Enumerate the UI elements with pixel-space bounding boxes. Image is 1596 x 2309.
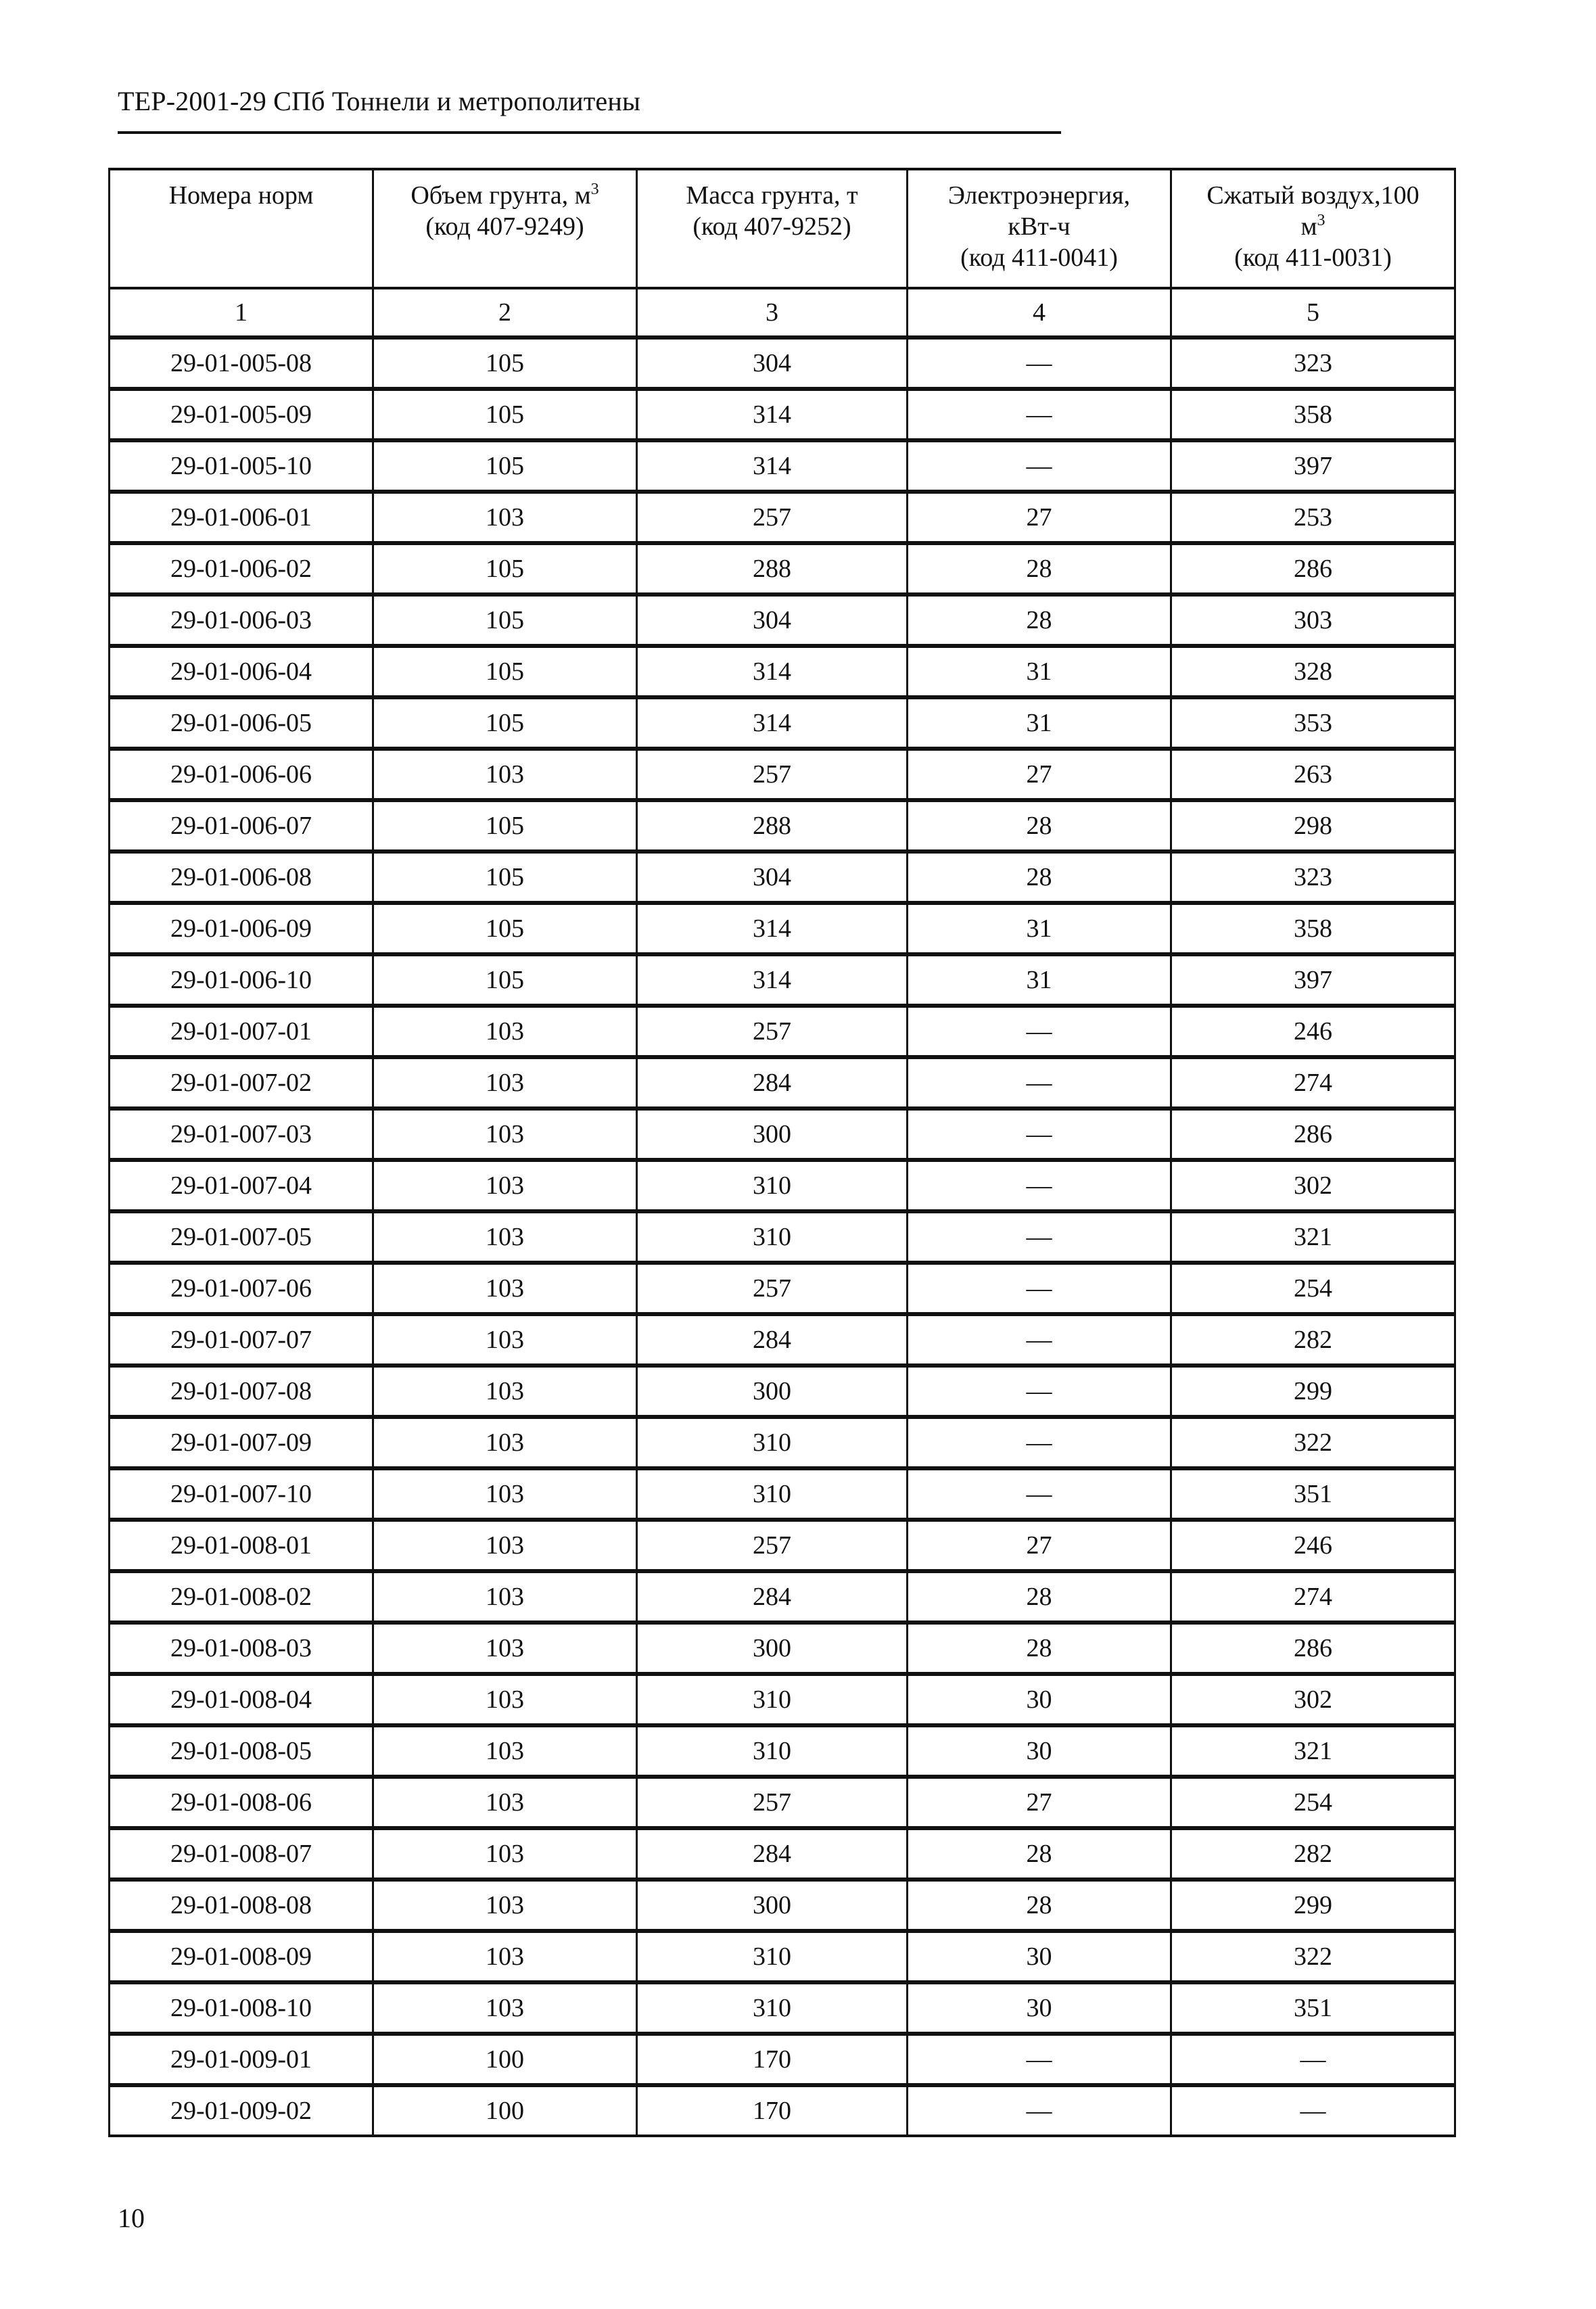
cell-soil-mass: 257 <box>637 749 908 800</box>
cell-soil-volume: 105 <box>373 954 637 1006</box>
table-row <box>110 389 1455 440</box>
cell-soil-mass: 314 <box>637 954 908 1006</box>
cell-electricity: 28 <box>908 1880 1171 1931</box>
table-row <box>110 1623 1455 1674</box>
cell-soil-volume: 103 <box>373 1263 637 1314</box>
header-soil-volume <box>373 169 637 288</box>
cell-soil-volume: 103 <box>373 1211 637 1263</box>
table-row <box>110 1211 1455 1263</box>
cell-electricity: 27 <box>908 749 1171 800</box>
cell-soil-mass: 257 <box>637 1263 908 1314</box>
cell-compressed-air: 323 <box>1171 337 1455 389</box>
cell-soil-mass: 300 <box>637 1623 908 1674</box>
cell-electricity: — <box>908 2034 1171 2085</box>
cell-norm-number: 29-01-008-04 <box>110 1674 373 1725</box>
cell-electricity: 30 <box>908 1931 1171 1982</box>
cell-soil-volume: 105 <box>373 389 637 440</box>
table-row <box>110 594 1455 646</box>
cell-soil-mass: 310 <box>637 1160 908 1211</box>
cell-soil-volume: 103 <box>373 1057 637 1109</box>
table-row <box>110 1006 1455 1057</box>
header-line: Электроэнергия, <box>947 181 1131 210</box>
cell-compressed-air: 274 <box>1171 1571 1455 1623</box>
table-row <box>110 1468 1455 1520</box>
table-row <box>110 1674 1455 1725</box>
cell-compressed-air: 246 <box>1171 1006 1455 1057</box>
header-line: (код 411-0031) <box>1234 243 1392 272</box>
header-compressed-air <box>1171 169 1455 288</box>
table-body <box>110 337 1455 2136</box>
cell-soil-volume: 103 <box>373 1725 637 1777</box>
cell-electricity: — <box>908 1314 1171 1366</box>
cell-compressed-air: 351 <box>1171 1468 1455 1520</box>
table-row <box>110 954 1455 1006</box>
cell-soil-volume: 105 <box>373 903 637 954</box>
cell-norm-number: 29-01-007-06 <box>110 1263 373 1314</box>
cell-soil-volume: 103 <box>373 1931 637 1982</box>
cell-electricity: — <box>908 389 1171 440</box>
cell-soil-volume: 103 <box>373 1314 637 1366</box>
cell-electricity: 28 <box>908 1571 1171 1623</box>
table-row <box>110 1982 1455 2034</box>
cell-soil-volume: 100 <box>373 2034 637 2085</box>
table-row <box>110 1314 1455 1366</box>
cell-electricity: — <box>908 440 1171 492</box>
table-row <box>110 337 1455 389</box>
cell-soil-mass: 257 <box>637 1777 908 1828</box>
cell-compressed-air: 282 <box>1171 1828 1455 1880</box>
cell-soil-volume: 103 <box>373 1623 637 1674</box>
table-row <box>110 697 1455 749</box>
cell-norm-number: 29-01-008-02 <box>110 1571 373 1623</box>
cell-soil-mass: 314 <box>637 903 908 954</box>
header-divider <box>118 131 1061 134</box>
cell-soil-mass: 310 <box>637 1982 908 2034</box>
cell-soil-volume: 105 <box>373 594 637 646</box>
cell-soil-mass: 310 <box>637 1674 908 1725</box>
cell-soil-volume: 103 <box>373 492 637 543</box>
cell-soil-volume: 103 <box>373 1006 637 1057</box>
cell-electricity: 27 <box>908 1520 1171 1571</box>
cell-electricity: 28 <box>908 1623 1171 1674</box>
cell-compressed-air: 253 <box>1171 492 1455 543</box>
cell-norm-number: 29-01-007-10 <box>110 1468 373 1520</box>
cell-norm-number: 29-01-006-06 <box>110 749 373 800</box>
cell-soil-volume: 103 <box>373 1160 637 1211</box>
cell-compressed-air: 302 <box>1171 1674 1455 1725</box>
cell-soil-mass: 310 <box>637 1417 908 1468</box>
cell-soil-mass: 314 <box>637 389 908 440</box>
cell-compressed-air: 299 <box>1171 1880 1455 1931</box>
header-soil-mass <box>637 169 908 288</box>
table-row <box>110 852 1455 903</box>
cell-norm-number: 29-01-006-10 <box>110 954 373 1006</box>
table-row <box>110 1417 1455 1468</box>
cell-soil-volume: 103 <box>373 1417 637 1468</box>
cell-compressed-air: 286 <box>1171 1623 1455 1674</box>
cell-norm-number: 29-01-007-03 <box>110 1109 373 1160</box>
cell-soil-volume: 103 <box>373 1468 637 1520</box>
cell-compressed-air: 298 <box>1171 800 1455 852</box>
cell-norm-number: 29-01-007-07 <box>110 1314 373 1366</box>
cell-soil-mass: 170 <box>637 2085 908 2136</box>
header-line: м <box>1300 212 1317 241</box>
cell-electricity: — <box>908 1417 1171 1468</box>
cell-compressed-air: 322 <box>1171 1417 1455 1468</box>
table-row <box>110 903 1455 954</box>
header-line: Номера норм <box>168 181 314 210</box>
cell-norm-number: 29-01-007-04 <box>110 1160 373 1211</box>
cell-soil-mass: 288 <box>637 800 908 852</box>
cell-norm-number: 29-01-008-03 <box>110 1623 373 1674</box>
cell-electricity: 27 <box>908 1777 1171 1828</box>
cell-compressed-air: 321 <box>1171 1725 1455 1777</box>
cell-electricity: 30 <box>908 1982 1171 2034</box>
cell-soil-volume: 105 <box>373 440 637 492</box>
table-row <box>110 800 1455 852</box>
cell-soil-mass: 300 <box>637 1366 908 1417</box>
cell-electricity: 30 <box>908 1674 1171 1725</box>
cell-compressed-air: 254 <box>1171 1263 1455 1314</box>
table-row <box>110 1828 1455 1880</box>
cell-norm-number: 29-01-006-01 <box>110 492 373 543</box>
cell-electricity: — <box>908 1211 1171 1263</box>
cell-norm-number: 29-01-006-02 <box>110 543 373 594</box>
cell-soil-mass: 284 <box>637 1571 908 1623</box>
cell-electricity: — <box>908 2085 1171 2136</box>
cell-norm-number: 29-01-008-01 <box>110 1520 373 1571</box>
table-row <box>110 440 1455 492</box>
header-line: Объем грунта, м <box>410 181 591 210</box>
cell-electricity: — <box>908 1468 1171 1520</box>
cell-norm-number: 29-01-009-01 <box>110 2034 373 2085</box>
table-row <box>110 1366 1455 1417</box>
cell-norm-number: 29-01-008-06 <box>110 1777 373 1828</box>
cell-norm-number: 29-01-005-09 <box>110 389 373 440</box>
cell-compressed-air: 351 <box>1171 1982 1455 2034</box>
cell-soil-volume: 103 <box>373 1777 637 1828</box>
cell-compressed-air: — <box>1171 2085 1455 2136</box>
table-row <box>110 1931 1455 1982</box>
cell-soil-volume: 103 <box>373 1674 637 1725</box>
column-number: 4 <box>908 288 1171 337</box>
cell-compressed-air: 282 <box>1171 1314 1455 1366</box>
table-row <box>110 1777 1455 1828</box>
table-row <box>110 646 1455 697</box>
cell-soil-mass: 304 <box>637 337 908 389</box>
cell-compressed-air: 254 <box>1171 1777 1455 1828</box>
cell-compressed-air: 303 <box>1171 594 1455 646</box>
cell-compressed-air: 322 <box>1171 1931 1455 1982</box>
table-row <box>110 1160 1455 1211</box>
cell-electricity: 28 <box>908 543 1171 594</box>
cell-soil-volume: 105 <box>373 697 637 749</box>
cell-norm-number: 29-01-007-05 <box>110 1211 373 1263</box>
cell-soil-volume: 103 <box>373 1109 637 1160</box>
cell-soil-volume: 100 <box>373 2085 637 2136</box>
cell-compressed-air: 286 <box>1171 1109 1455 1160</box>
table-row <box>110 543 1455 594</box>
cell-soil-volume: 103 <box>373 1880 637 1931</box>
column-number: 5 <box>1171 288 1455 337</box>
cell-norm-number: 29-01-007-08 <box>110 1366 373 1417</box>
table-row <box>110 1520 1455 1571</box>
table-row <box>110 1263 1455 1314</box>
column-numbers-row <box>110 288 1455 337</box>
cell-electricity: 31 <box>908 954 1171 1006</box>
cell-electricity: — <box>908 1366 1171 1417</box>
cell-soil-mass: 314 <box>637 646 908 697</box>
cell-norm-number: 29-01-008-10 <box>110 1982 373 2034</box>
cell-soil-mass: 310 <box>637 1725 908 1777</box>
cell-compressed-air: 328 <box>1171 646 1455 697</box>
cell-compressed-air: 397 <box>1171 954 1455 1006</box>
table-row <box>110 1880 1455 1931</box>
table-row <box>110 1057 1455 1109</box>
cell-norm-number: 29-01-007-02 <box>110 1057 373 1109</box>
cell-norm-number: 29-01-007-09 <box>110 1417 373 1468</box>
cell-norm-number: 29-01-005-10 <box>110 440 373 492</box>
cell-soil-mass: 170 <box>637 2034 908 2085</box>
norms-table <box>108 168 1456 2137</box>
cell-soil-volume: 103 <box>373 749 637 800</box>
cell-soil-mass: 304 <box>637 852 908 903</box>
cell-norm-number: 29-01-006-09 <box>110 903 373 954</box>
page-number: 10 <box>118 2203 145 2233</box>
cell-soil-mass: 314 <box>637 440 908 492</box>
table-row <box>110 2085 1455 2136</box>
running-header-title: ТЕР-2001-29 СПб Тоннели и метрополитены <box>118 86 641 116</box>
header-line: (код 407-9252) <box>693 212 851 241</box>
cell-soil-mass: 304 <box>637 594 908 646</box>
cell-soil-mass: 284 <box>637 1828 908 1880</box>
header-electricity <box>908 169 1171 288</box>
cell-soil-mass: 310 <box>637 1468 908 1520</box>
cell-electricity: — <box>908 1109 1171 1160</box>
cell-soil-mass: 300 <box>637 1109 908 1160</box>
cell-soil-volume: 105 <box>373 337 637 389</box>
cell-compressed-air: 353 <box>1171 697 1455 749</box>
cell-electricity: 28 <box>908 800 1171 852</box>
cell-soil-volume: 103 <box>373 1982 637 2034</box>
cell-compressed-air: 358 <box>1171 903 1455 954</box>
cell-soil-mass: 257 <box>637 492 908 543</box>
cell-norm-number: 29-01-006-04 <box>110 646 373 697</box>
cell-norm-number: 29-01-006-08 <box>110 852 373 903</box>
table-row <box>110 492 1455 543</box>
cell-soil-mass: 257 <box>637 1520 908 1571</box>
table-row <box>110 1725 1455 1777</box>
cell-soil-volume: 103 <box>373 1571 637 1623</box>
cell-electricity: 31 <box>908 697 1171 749</box>
cell-norm-number: 29-01-008-05 <box>110 1725 373 1777</box>
cell-compressed-air: 246 <box>1171 1520 1455 1571</box>
cell-compressed-air: 358 <box>1171 389 1455 440</box>
cell-electricity: — <box>908 1263 1171 1314</box>
cell-electricity: 31 <box>908 646 1171 697</box>
table-row <box>110 2034 1455 2085</box>
cell-norm-number: 29-01-007-01 <box>110 1006 373 1057</box>
cell-norm-number: 29-01-006-05 <box>110 697 373 749</box>
cell-electricity: — <box>908 1006 1171 1057</box>
table-row <box>110 1109 1455 1160</box>
cell-electricity: 28 <box>908 852 1171 903</box>
cell-electricity: — <box>908 1160 1171 1211</box>
header-line: кВт-ч <box>1008 212 1071 241</box>
cell-electricity: 30 <box>908 1725 1171 1777</box>
cell-compressed-air: 323 <box>1171 852 1455 903</box>
column-number: 3 <box>637 288 908 337</box>
superscript: 3 <box>1317 212 1325 229</box>
cell-soil-volume: 105 <box>373 852 637 903</box>
cell-norm-number: 29-01-005-08 <box>110 337 373 389</box>
superscript: 3 <box>590 181 599 198</box>
cell-soil-volume: 105 <box>373 646 637 697</box>
cell-norm-number: 29-01-008-09 <box>110 1931 373 1982</box>
header-line: Масса грунта, т <box>686 181 858 210</box>
cell-norm-number: 29-01-008-07 <box>110 1828 373 1880</box>
cell-compressed-air: 321 <box>1171 1211 1455 1263</box>
cell-compressed-air: 263 <box>1171 749 1455 800</box>
cell-electricity: 28 <box>908 1828 1171 1880</box>
cell-electricity: — <box>908 1057 1171 1109</box>
cell-soil-volume: 103 <box>373 1366 637 1417</box>
column-number: 2 <box>373 288 637 337</box>
cell-soil-mass: 288 <box>637 543 908 594</box>
table-row <box>110 749 1455 800</box>
cell-electricity: 27 <box>908 492 1171 543</box>
cell-compressed-air: 299 <box>1171 1366 1455 1417</box>
cell-soil-mass: 300 <box>637 1880 908 1931</box>
cell-soil-mass: 284 <box>637 1057 908 1109</box>
cell-electricity: 31 <box>908 903 1171 954</box>
cell-soil-volume: 105 <box>373 800 637 852</box>
cell-compressed-air: 302 <box>1171 1160 1455 1211</box>
cell-soil-mass: 257 <box>637 1006 908 1057</box>
cell-soil-volume: 103 <box>373 1520 637 1571</box>
table-row <box>110 1571 1455 1623</box>
cell-electricity: — <box>908 337 1171 389</box>
cell-norm-number: 29-01-006-03 <box>110 594 373 646</box>
cell-norm-number: 29-01-008-08 <box>110 1880 373 1931</box>
cell-soil-volume: 105 <box>373 543 637 594</box>
column-number: 1 <box>110 288 373 337</box>
header-line: (код 407-9249) <box>425 212 584 241</box>
cell-compressed-air: — <box>1171 2034 1455 2085</box>
cell-compressed-air: 274 <box>1171 1057 1455 1109</box>
table-header-row <box>110 169 1455 288</box>
cell-soil-volume: 103 <box>373 1828 637 1880</box>
cell-soil-mass: 284 <box>637 1314 908 1366</box>
header-line: (код 411-0041) <box>960 243 1118 272</box>
cell-soil-mass: 310 <box>637 1211 908 1263</box>
cell-norm-number: 29-01-006-07 <box>110 800 373 852</box>
cell-compressed-air: 397 <box>1171 440 1455 492</box>
cell-soil-mass: 314 <box>637 697 908 749</box>
header-line: Сжатый воздух,100 <box>1206 181 1419 210</box>
cell-norm-number: 29-01-009-02 <box>110 2085 373 2136</box>
cell-soil-mass: 310 <box>637 1931 908 1982</box>
header-norm-numbers <box>110 169 373 288</box>
cell-compressed-air: 286 <box>1171 543 1455 594</box>
cell-electricity: 28 <box>908 594 1171 646</box>
